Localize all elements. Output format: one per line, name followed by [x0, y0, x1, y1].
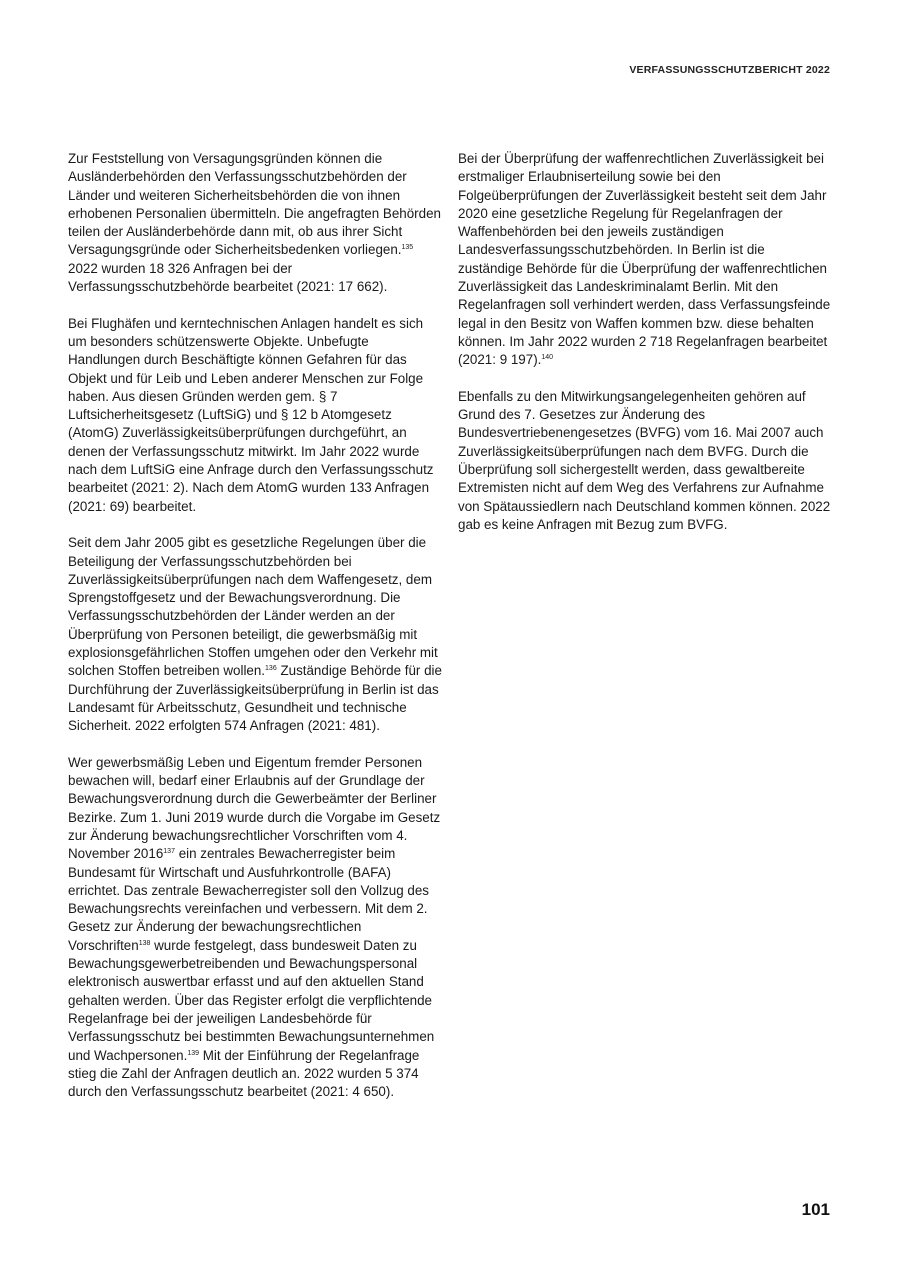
paragraph-bewacherregister	[68, 754, 442, 1102]
paragraph-text: Mit der Einführung der Regelanfrage stieg die Zahl der Anfragen deutlich an. 2022 wurden 5 374 durch den Verfassungsschutz bearbeitet (2021: 4 650).	[68, 1047, 420, 1100]
paragraph-text: Seit dem Jahr 2005 gibt es gesetzliche Regelungen über die Beteiligung der Verfassungsschutzbehörden bei Zuverlässigkeitsüberprüfungen nach dem Waffengesetz, dem Sprengstoffgesetz und der Bewachungsverordnung. Die Verfassungsschutzbehörden der Länder werden an der Überprüfung von Personen beteiligt, die gewerbsmäßig mit explosionsgefährlichen Stoffen umgehen oder den Verkehr mit solchen Stoffen betreiben wollen.	[68, 535, 438, 679]
paragraph-waffengesetz	[68, 534, 442, 735]
footnote-ref[interactable]: 140	[541, 354, 554, 362]
paragraph-text: ein zentrales Bewacherregister beim Bundesamt für Wirtschaft und Ausfuhrkontrolle (BAFA) errichtet. Das zentrale Bewacherregister soll den Vollzug des Bewachungsrechts vereinfachen und verbessern. Mit dem 2. Gesetz zur Änderung der bewachungsrechtlichen Vorschriften	[68, 846, 429, 953]
paragraph-text: Zur Feststellung von Versagungsgründen können die Ausländerbehörden den Verfassungsschutzbehörden der Länder und weiteren Sicherheitsbehörden die von ihnen erhobenen Personalien übermitteln. Die angefragten Behörden teilen der Ausländerbehörde dann mit, ob aus ihrer Sicht Versagungsgründe oder Sicherheitsbedenken vorliegen.	[68, 151, 441, 258]
footnote-ref[interactable]: 139	[187, 1049, 200, 1057]
left-column	[68, 150, 442, 1120]
paragraph-flughaefen	[68, 315, 442, 516]
paragraph-text: wurde festgelegt, dass bundesweit Daten zu Bewachungsgewerbetreibenden und Bewachungspersonal elektronisch auswertbar erfasst und auf den aktuellen Stand gehalten werden. Über das Register erfolgt die verpflichtende Regelanfrage bei der jeweiligen Landesbehörde für Verfassungsschutz bei bestimmten Bewachungsunternehmen und Wachpersonen.	[68, 937, 435, 1063]
paragraph-text: Zuständige Behörde für die Durchführung der Zuverlässigkeitsüberprüfung in Berlin ist das Landesamt für Arbeitsschutz, Gesundheit und technische Sicherheit. 2022 erfolgten 574 Anfragen (2021: 481).	[68, 663, 442, 734]
paragraph-versagungsgruende	[68, 150, 442, 296]
paragraph-bvfg	[458, 388, 832, 534]
footnote-ref[interactable]: 138	[138, 939, 151, 947]
paragraph-text: Bei der Überprüfung der waffenrechtlichen Zuverlässigkeit bei erstmaliger Erlaubniserteilung sowie bei den Folgeüberprüfungen der Zuverlässigkeit besteht seit dem Jahr 2020 eine gesetzliche Regelung für Regelanfragen der Waffenbehörden bei den jeweils zuständigen Landesverfassungsschutzbehörden. In Berlin ist die zuständige Behörde für die Überprüfung der waffenrechtlichen Zuverlässigkeit das Landeskriminalamt Berlin. Mit den Regelanfragen soll verhindert werden, dass Verfassungsfeinde legal in den Besitz von Waffen kommen bzw. diese behalten können. Im Jahr 2022 wurden 2 718 Regelanfragen bearbeitet (2021: 9 197).	[458, 151, 831, 368]
page-number: 101	[801, 1200, 830, 1219]
paragraph-text: Wer gewerbsmäßig Leben und Eigentum fremder Personen bewachen will, bedarf einer Erlaubnis auf der Grundlage der Bewachungsverordnung durch die Gewerbeämter der Berliner Bezirke. Zum 1. Juni 2019 wurde durch die Vorgabe im Gesetz zur Änderung bewachungsrechtlicher Vorschriften vom 4. November 2016	[68, 754, 441, 862]
paragraph-text: Ebenfalls zu den Mitwirkungsangelegenheiten gehören auf Grund des 7. Gesetzes zur Änderung des Bundesvertriebenengesetzes (BVFG) vom 16. Mai 2007 auch Zuverlässigkeitsüberprüfungen nach dem BVFG. Durch die Überprüfung soll sichergestellt werden, dass gewaltbereite Extremisten nicht auf dem Weg des Verfahrens zur Aufnahme von Spätaussiedlern nach Deutschland kommen können. 2022 gab es keine Anfragen mit Bezug zum BVFG.	[458, 388, 831, 532]
paragraph-waffenrecht	[458, 150, 832, 370]
running-header: VERFASSUNGSSCHUTZBERICHT 2022	[629, 64, 830, 76]
paragraph-text: Bei Flughäfen und kerntechnischen Anlagen handelt es sich um besonders schützenswerte Objekte. Unbefugte Handlungen durch Beschäftigte können Gefahren für das Objekt und für Leib und Leben anderer Menschen zur Folge haben. Aus diesen Gründen werden gem. § 7 Luftsicherheitsgesetz (LuftSiG) und § 12 b Atomgesetz (AtomG) Zuverlässigkeitsüberprüfungen durchgeführt, an denen der Verfassungsschutz mitwirkt. Im Jahr 2022 wurde nach dem LuftSiG eine Anfrage durch den Verfassungsschutz bearbeitet (2021: 2). Nach dem AtomG wurden 133 Anfragen (2021: 69) bearbeitet.	[68, 315, 434, 514]
footnote-ref[interactable]: 135	[401, 244, 414, 252]
right-column	[458, 150, 832, 553]
footnote-ref[interactable]: 136	[265, 665, 277, 673]
footnote-ref[interactable]: 137	[163, 848, 175, 856]
paragraph-text: 2022 wurden 18 326 Anfragen bei der Verfassungsschutzbehörde bearbeitet (2021: 17 662).	[68, 260, 388, 295]
